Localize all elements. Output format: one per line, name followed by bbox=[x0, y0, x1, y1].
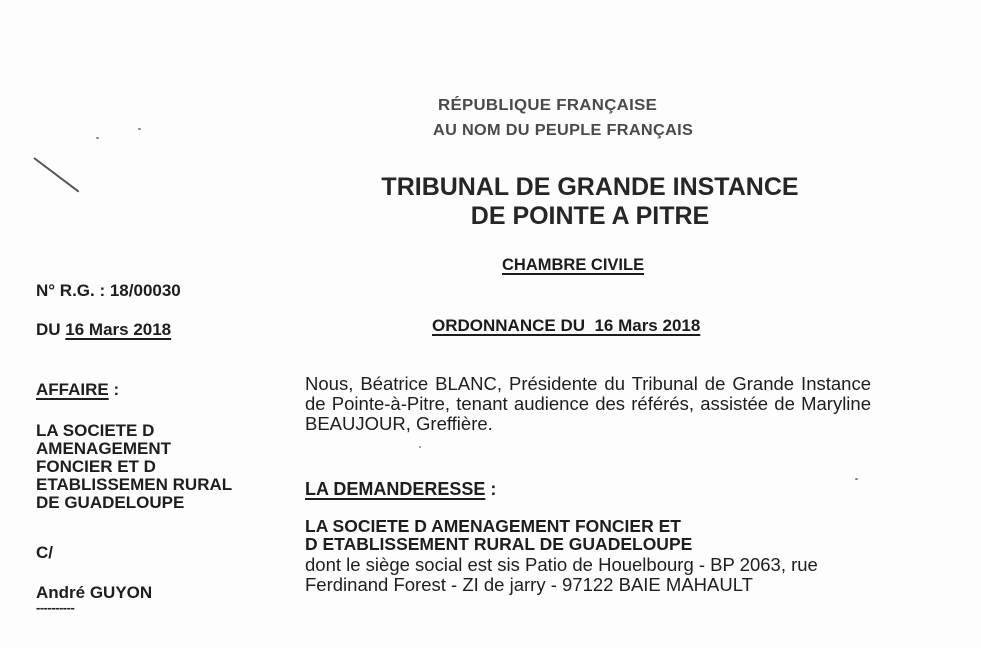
demanderesse-name-line: LA SOCIETE D AMENAGEMENT FONCIER ET bbox=[305, 516, 681, 536]
plaintiff-line: ETABLISSEMEN RURAL bbox=[36, 475, 233, 494]
scan-mark-stroke bbox=[33, 157, 79, 192]
affaire-label: AFFAIRE bbox=[36, 380, 109, 399]
demanderesse-name-line: D ETABLISSEMENT RURAL DE GUADELOUPE bbox=[305, 534, 693, 554]
chamber-heading: CHAMBRE CIVILE bbox=[502, 256, 645, 274]
plaintiff-line: FONCIER ET D bbox=[36, 457, 156, 476]
scan-dot bbox=[855, 478, 858, 480]
demanderesse-label: LA DEMANDERESSE bbox=[305, 479, 486, 499]
court-title-line1: TRIBUNAL DE GRANDE INSTANCE bbox=[381, 173, 799, 201]
rg-number: N° R.G. : 18/00030 bbox=[36, 281, 181, 300]
decision-date bbox=[36, 320, 171, 340]
scan-dot bbox=[138, 128, 141, 130]
scan-dot bbox=[96, 137, 99, 139]
stamp-au-nom-du-peuple: AU NOM DU PEUPLE FRANÇAIS bbox=[433, 122, 694, 139]
affaire-colon: : bbox=[108, 380, 120, 399]
demanderesse-name bbox=[305, 517, 692, 553]
defendant-name: André GUYON bbox=[36, 583, 153, 602]
decision-date-value: 16 Mars 2018 bbox=[65, 320, 172, 339]
plaintiff-line: DE GUADELOUPE bbox=[36, 493, 185, 512]
affaire-heading bbox=[36, 380, 119, 400]
plaintiff-block bbox=[36, 422, 232, 512]
stamp-republique: RÉPUBLIQUE FRANÇAISE bbox=[438, 97, 658, 114]
scan-dot bbox=[419, 446, 421, 448]
court-title bbox=[330, 173, 850, 231]
plaintiff-line: AMENAGEMENT bbox=[36, 439, 172, 458]
demanderesse-heading bbox=[305, 479, 496, 500]
address-line: dont le siège social est sis Patio de Houelbourg - BP 2063, rue bbox=[305, 554, 818, 575]
ordonnance-title: ORDONNANCE DU 16 Mars 2018 bbox=[432, 316, 701, 335]
intro-paragraph bbox=[305, 374, 871, 434]
plaintiff-line: LA SOCIETE D bbox=[36, 421, 155, 440]
demanderesse-address bbox=[305, 555, 818, 595]
versus-label: C/ bbox=[36, 543, 53, 562]
decision-date-prefix: DU bbox=[36, 320, 66, 339]
court-title-line2: DE POINTE A PITRE bbox=[470, 202, 710, 230]
separator-dashes: ---------- bbox=[36, 600, 75, 615]
intro-text: Nous, Béatrice BLANC, Présidente du Tribunal de Grande Instance de Pointe-à-Pitre, tenant audience des référés, assistée de Maryline BEAUJOUR, Greffière. bbox=[305, 373, 871, 434]
demanderesse-colon: : bbox=[485, 479, 497, 499]
address-line: Ferdinand Forest - ZI de jarry - 97122 BAIE MAHAULT bbox=[305, 574, 753, 595]
